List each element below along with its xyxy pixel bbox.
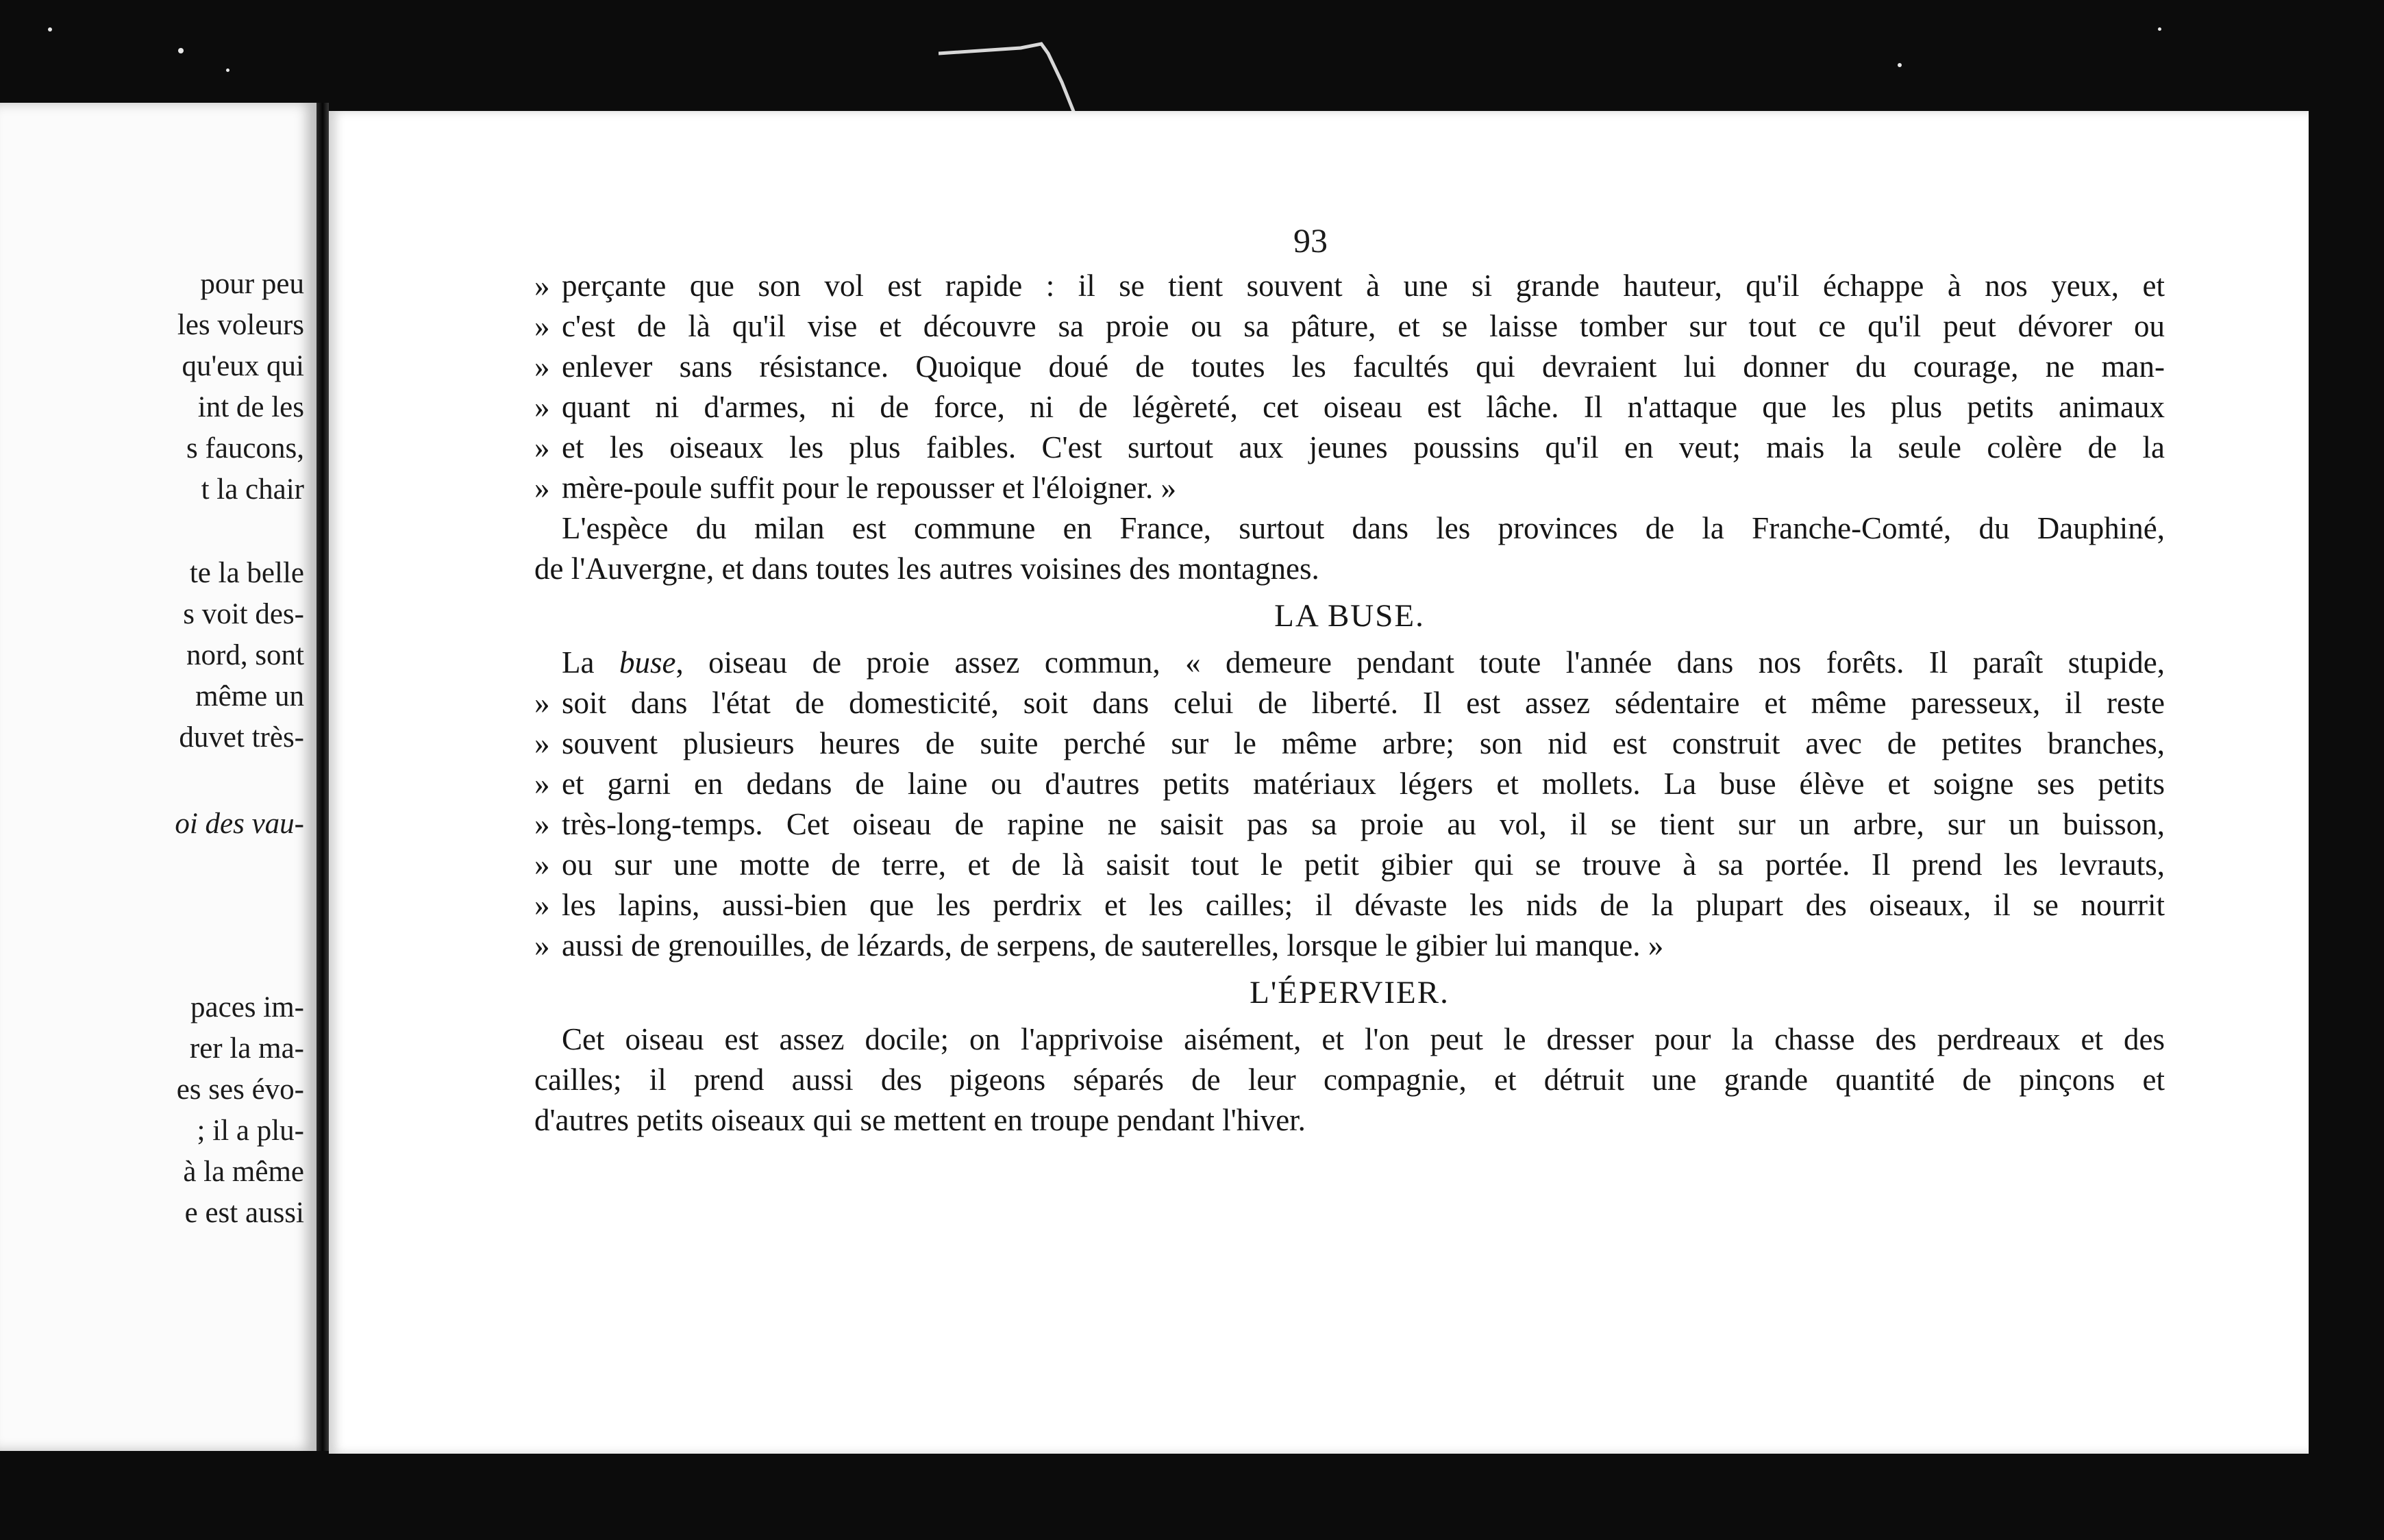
paragraph-line-text: L'espèce du milan est commune en France, surtout dans les provinces de la Franche-Comté, du Dauphiné, [562,511,2165,545]
quote-line-text: et les oiseaux les plus faibles. C'est surtout aux jeunes poussins qu'il en veut; mais la seule colère de la [562,430,2165,464]
quote-line [534,347,2165,387]
quote-line [534,885,2165,926]
quote-mark: » [534,471,550,505]
quote-line-text: les lapins, aussi-bien que les perdrix et les cailles; il dévaste les nids de la plupart des oiseaux, il se nourrit [562,888,2165,922]
section-heading-la-buse: LA BUSE. [1274,598,1425,634]
left-line: oi des vau- [175,808,304,840]
quote-mark: » [534,928,550,962]
quote-mark: » [534,430,550,464]
quote-line-text: très-long-temps. Cet oiseau de rapine ne saisit pas sa proie au vol, il se tient sur un arbre, sur un buisson, [562,807,2165,841]
left-line: e est aussi [184,1197,304,1229]
left-line: es ses évo- [176,1073,304,1106]
quote-line [534,926,2165,966]
right-page [329,111,2309,1454]
paragraph-line-text: d'autres petits oiseaux qui se mettent en troupe pendant l'hiver. [534,1103,1306,1137]
paragraph-line [534,508,2165,549]
left-line: les voleurs [177,309,304,341]
left-line: même un [195,680,304,712]
left-line: int de les [197,391,304,423]
scan-speck [48,27,52,32]
quote-line [534,683,2165,723]
left-line: ; il a plu- [197,1115,304,1147]
quote-line-text: et garni en dedans de laine ou d'autres petits matériaux légers et mollets. La buse élève et soigne ses petits [562,767,2165,801]
quote-line-text: mère-poule suffit pour le repousser et l'éloigner. » [562,471,1177,505]
quote-line-text: c'est de là qu'il vise et découvre sa proie ou sa pâture, et se laisse tomber sur tout ce qu'il peut dévorer ou [562,309,2165,343]
quote-line-text: aussi de grenouilles, de lézards, de serpens, de sauterelles, lorsque le gibier lui manque. » [562,928,1664,962]
left-line: t la chair [201,473,304,506]
quote-line-text: enlever sans résistance. Quoique doué de toutes les facultés qui devraient lui donner du courage, ne man- [562,349,2165,384]
quote-mark: » [534,686,550,720]
quote-line-text: ou sur une motte de terre, et de là saisit tout le petit gibier qui se trouve à sa portée. Il prend les levrauts, [562,847,2165,882]
paragraph-line-text: Cet oiseau est assez docile; on l'apprivoise aisément, et l'on peut le dresser pour la chasse des perdreaux et des [562,1022,2165,1056]
quote-mark: » [534,309,550,343]
quote-mark: » [534,269,550,303]
paragraph-line-text: cailles; il prend aussi des pigeons séparés de leur compagnie, et détruit une grande quantité de pinçons et [534,1063,2165,1097]
left-line: duvet très- [179,721,304,754]
quote-line [534,764,2165,804]
scan-speck [226,69,229,72]
quote-line [534,306,2165,347]
paragraph-line-text [562,643,2165,683]
left-line: paces im- [190,991,304,1023]
quote-mark: » [534,390,550,424]
paragraph-line [534,1100,2165,1141]
quote-line [534,804,2165,845]
quote-line-text: quant ni d'armes, ni de force, ni de légèreté, cet oiseau est lâche. Il n'attaque que les plus petits animaux [562,390,2165,424]
left-facing-page [0,103,316,1451]
page-number: 93 [1293,221,1328,260]
left-line: rer la ma- [189,1032,304,1065]
paragraph-line [534,549,2165,589]
book-spine [316,103,329,1451]
paragraph-line [534,643,2165,683]
left-line: te la belle [189,557,304,589]
left-line: à la même [183,1156,304,1188]
left-line: nord, sont [186,639,304,671]
buse-prefix: La [562,645,619,680]
quote-line [534,468,2165,508]
quote-line [534,845,2165,885]
quote-line [534,387,2165,427]
left-line: s faucons, [186,432,304,464]
buse-rest: , oiseau de proie assez commun, « demeure pendant toute l'année dans nos forêts. Il paraît stupide, [675,645,2165,680]
quote-mark: » [534,807,550,841]
paragraph-line [534,1019,2165,1060]
quote-line [534,427,2165,468]
quote-line [534,266,2165,306]
buse-italic-word: buse [619,645,676,680]
quote-line-text: perçante que son vol est rapide : il se tient souvent à une si grande hauteur, qu'il échappe à nos yeux, et [562,269,2165,303]
paragraph-line [534,1060,2165,1100]
quote-line-text: soit dans l'état de domesticité, soit dans celui de liberté. Il est assez sédentaire et même paresseux, il reste [562,686,2165,720]
quote-line-text: souvent plusieurs heures de suite perché sur le même arbre; son nid est construit avec de petites branches, [562,726,2165,760]
quote-mark: » [534,847,550,882]
left-line: qu'eux qui [182,350,304,382]
quote-mark: » [534,888,550,922]
left-line: pour peu [200,268,304,300]
quote-line [534,723,2165,764]
scan-speck [178,48,184,53]
scan-speck [2158,27,2161,31]
section-heading-epervier: L'ÉPERVIER. [1250,975,1450,1010]
quote-mark: » [534,726,550,760]
paragraph-line-text: de l'Auvergne, et dans toutes les autres voisines des montagnes. [534,551,1319,586]
left-line: s voit des- [183,598,304,630]
quote-mark: » [534,349,550,384]
quote-mark: » [534,767,550,801]
scan-speck [1898,63,1902,67]
page-text-block [534,266,2165,1141]
